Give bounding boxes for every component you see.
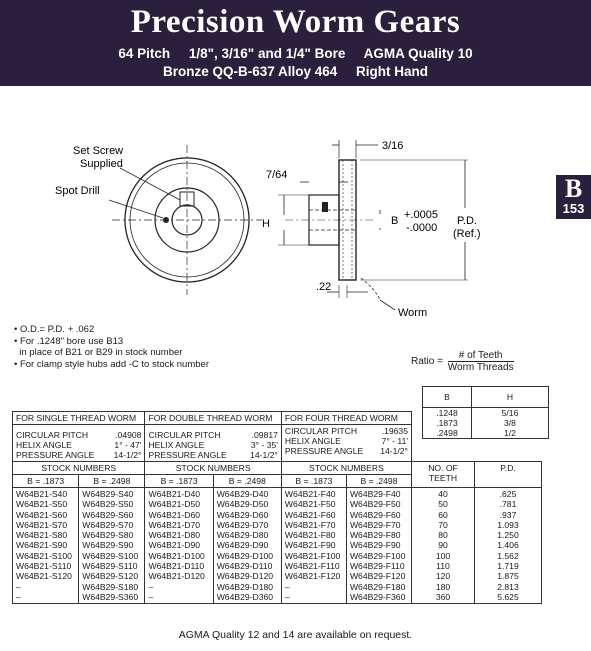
bh-b-value: .1248 bbox=[436, 408, 458, 418]
pd-header: P.D. bbox=[475, 462, 542, 488]
bh-h-value: 5/16 bbox=[501, 408, 519, 418]
bore-2498-header: B = .2498 bbox=[213, 475, 281, 488]
ratio-numerator: # of Teeth bbox=[448, 350, 514, 362]
four-2498-stock-list: W64B29-F40 W64B29-F50 W64B29-F60 W64B29-F70 W64B29-F80 W64B29-F90 W64B29-F100 W64B29-F110 W64B29-F120 W64B29-F180 W64B29-F360 bbox=[346, 488, 411, 604]
spec-label: HELIX ANGLE bbox=[16, 440, 72, 450]
spec-value: 14-1/2° bbox=[113, 450, 142, 460]
page-title: Precision Worm Gears bbox=[130, 4, 461, 40]
spec-value: 3° - 35' bbox=[250, 440, 278, 450]
spec-value: .19635 bbox=[381, 426, 408, 436]
spot-drill-label: Spot Drill bbox=[55, 185, 100, 197]
teeth-header: NO. OF TEETH bbox=[412, 462, 475, 488]
dim-22: .22 bbox=[316, 281, 332, 293]
note-item: • O.D.= P.D. + .062 bbox=[14, 324, 95, 335]
ratio-denominator: Worm Threads bbox=[447, 362, 514, 373]
spec-label: CIRCULAR PITCH bbox=[148, 430, 221, 440]
ratio-formula bbox=[411, 350, 514, 373]
spec-label: CIRCULAR PITCH bbox=[284, 426, 358, 436]
bore-1873-header: B = .1873 bbox=[145, 475, 213, 488]
four-thread-title: FOR FOUR THREAD WORM bbox=[281, 412, 411, 425]
gear-side-view bbox=[285, 160, 375, 280]
page-header bbox=[0, 0, 591, 86]
double-1873-stock-list: W64B21-D40 W64B21-D50 W64B21-D60 W64B21-D70 W64B21-D80 W64B21-D90 W64B21-D100 W64B21-D110 W64B21-D120 – – bbox=[145, 488, 213, 604]
bh-header-b: B bbox=[423, 387, 472, 408]
spec-line-1: 64 Pitch 1/8", 3/16" and 1/4" Bore AGMA Quality 10 bbox=[118, 46, 473, 61]
footer-note: AGMA Quality 12 and 14 are available on request. bbox=[178, 629, 413, 641]
dim-h: H bbox=[262, 218, 270, 230]
section-tab bbox=[556, 175, 591, 219]
bh-header-h: H bbox=[472, 387, 549, 408]
pd-list: .625 .781 .937 1.093 1.250 1.406 1.562 1.719 1.875 2.813 5.625 bbox=[475, 488, 542, 604]
double-thread-title: FOR DOUBLE THREAD WORM bbox=[145, 412, 281, 425]
note-item: • For clamp style hubs add -C to stock number bbox=[14, 358, 209, 370]
spec-value: .09817 bbox=[251, 430, 278, 440]
spec-value: 1° - 47' bbox=[114, 440, 142, 450]
spec-value: 14-1/2° bbox=[250, 450, 278, 460]
spec-label: HELIX ANGLE bbox=[148, 440, 205, 450]
stock-table bbox=[12, 411, 542, 604]
thread-title-row bbox=[13, 412, 542, 425]
spec-label: PRESSURE ANGLE bbox=[16, 450, 95, 460]
single-2498-stock-list: W64B29-S40 W64B29-S50 W64B29-S60 W64B29-S70 W64B29-S80 W64B29-S90 W64B29-S100 W64B29-S110 W64B29-S120 W64B29-S180 W64B29-S360 bbox=[79, 488, 145, 604]
stock-numbers-header: STOCK NUMBERS bbox=[145, 462, 281, 475]
set-screw-leader bbox=[120, 168, 180, 200]
bore-1873-header: B = .1873 bbox=[13, 475, 79, 488]
dim-b: B bbox=[391, 215, 399, 227]
spec-value: 14-1/2° bbox=[380, 446, 408, 456]
ratio-label: Ratio = bbox=[411, 356, 443, 368]
stock-numbers-header: STOCK NUMBERS bbox=[13, 462, 145, 475]
tolerance-minus: -.0000 bbox=[406, 222, 438, 234]
notes-list bbox=[14, 324, 209, 370]
note-item: in place of B21 or B29 in stock number bbox=[14, 347, 183, 358]
dim-3-16: 3/16 bbox=[382, 140, 404, 152]
single-1873-stock-list: W64B21-S40 W64B21-S50 W64B21-S60 W64B21-S70 W64B21-S80 W64B21-S90 W64B21-S100 W64B21-S110 W64B21-S120 – – bbox=[13, 488, 79, 604]
bore-2498-header: B = .2498 bbox=[79, 475, 145, 488]
double-2498-stock-list: W64B29-D40 W64B29-D50 W64B29-D60 W64B29-D70 W64B29-D80 W64B29-D90 W64B29-D100 W64B29-D110 W64B29-D120 W64B29-D180 W64B29-D360 bbox=[213, 488, 281, 604]
gear-diagram bbox=[0, 120, 550, 320]
stock-data-row bbox=[13, 488, 542, 604]
bh-b-value: .1873 bbox=[436, 418, 458, 428]
worm-label: Worm bbox=[398, 307, 428, 319]
dim-7-64: 7/64 bbox=[266, 169, 288, 181]
spec-line-2: Bronze QQ-B-637 Alloy 464 Right Hand bbox=[162, 64, 429, 79]
spec-label: PRESSURE ANGLE bbox=[148, 450, 227, 460]
teeth-list: 40 50 60 70 80 90 100 110 120 180 360 bbox=[412, 488, 475, 604]
bh-b-value: .2498 bbox=[436, 428, 458, 438]
bore-2498-header: B = .2498 bbox=[346, 475, 411, 488]
note-item: • For .1248" bore use B13 bbox=[14, 335, 124, 347]
spec-value: 7° - 11' bbox=[381, 436, 408, 446]
four-1873-stock-list: W64B21-F40 W64B21-F50 W64B21-F60 W64B21-F70 W64B21-F80 W64B21-F90 W64B21-F100 W64B21-F110 W64B21-F120 – – bbox=[281, 488, 346, 604]
page-number: 153 bbox=[562, 201, 585, 216]
set-screw-label: Set Screw bbox=[73, 145, 124, 157]
bh-h-value: 3/8 bbox=[504, 418, 516, 428]
tolerance-plus: +.0005 bbox=[404, 209, 438, 221]
bore-1873-header: B = .1873 bbox=[281, 475, 346, 488]
thread-spec-row bbox=[13, 425, 542, 462]
supplied-label: Supplied bbox=[80, 158, 123, 170]
dim-pd-ref: (Ref.) bbox=[453, 228, 481, 240]
spec-label: CIRCULAR PITCH bbox=[16, 430, 89, 440]
bh-h-value: 1/2 bbox=[504, 428, 516, 438]
single-thread-title: FOR SINGLE THREAD WORM bbox=[13, 412, 145, 425]
spec-label: PRESSURE ANGLE bbox=[284, 446, 364, 456]
spec-label: HELIX ANGLE bbox=[284, 436, 341, 446]
section-letter: B bbox=[564, 174, 583, 203]
stock-header-row bbox=[13, 462, 542, 475]
spec-value: .04908 bbox=[115, 430, 142, 440]
spot-drill-leader bbox=[109, 200, 163, 218]
dim-pd: P.D. bbox=[457, 215, 477, 227]
gear-front-view bbox=[112, 145, 262, 295]
stock-numbers-header: STOCK NUMBERS bbox=[281, 462, 411, 475]
